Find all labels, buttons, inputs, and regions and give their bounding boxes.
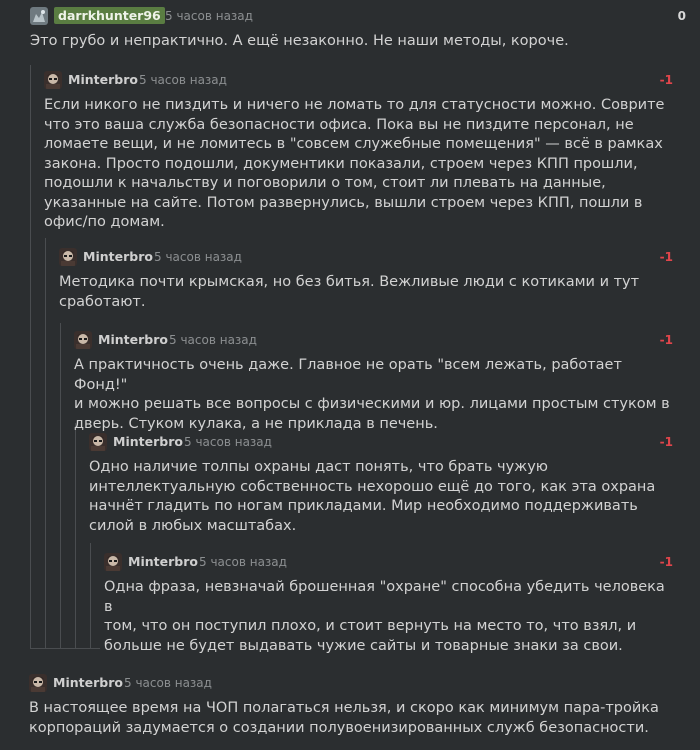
comment-score: -1 [659, 73, 673, 87]
username[interactable]: Minterbro [128, 554, 198, 569]
comment-time[interactable]: 5 часов назад [154, 250, 242, 264]
comment-header [29, 673, 685, 693]
comment-header [30, 6, 686, 26]
comment [30, 6, 686, 52]
avatar[interactable] [74, 331, 92, 349]
comment-time[interactable]: 5 часов назад [169, 333, 257, 347]
comment-header [104, 552, 673, 572]
comment-text: Методика почти крымская, но без битья. Вежливые люди с котиками и тут сработают. [59, 274, 640, 310]
avatar[interactable] [59, 248, 77, 266]
username[interactable]: Minterbro [83, 249, 153, 264]
comment-text: Одно наличие толпы охраны даст понять, что брать чужую интеллектуальную собственность нехорошо ещё до того, как эта охрана начнёт гладить по ногам прикладами. Мир необходимо поддерживать силой в любых масштабах. [89, 459, 656, 534]
comment-text: Если никого не пиздить и ничего не ломать то для статусности можно. Соврите что это ваша служба безопасности офиса. Пока вы не пиздите персонал, не ломаете вещи, и не ломитесь в "совсем служебные помещения" — всё в рамках закона. Просто подошли, документики показали, строем через КПП прошли, подошли к начальству и поговорили о том, стоит ли плевать на данные, указанные на сайте. Потом развернулись, вышли строем через КПП, пошли в офис/по домам. [44, 97, 665, 230]
comment-text: Это грубо и непрактично. А ещё незаконно. Не наши методы, короче. [30, 33, 569, 49]
comment-score: -1 [659, 555, 673, 569]
comment-score: -1 [659, 250, 673, 264]
thread-line-level-3 [60, 323, 61, 648]
avatar[interactable] [30, 7, 48, 25]
username[interactable]: darrkhunter96 [54, 7, 165, 24]
username[interactable]: Minterbro [113, 434, 183, 449]
comment [104, 552, 673, 656]
username[interactable]: Minterbro [68, 72, 138, 87]
comment-header [44, 70, 673, 90]
avatar[interactable] [44, 71, 62, 89]
comment-score: 0 [677, 9, 686, 23]
thread-line-level-1 [30, 65, 31, 648]
comment-time[interactable]: 5 часов назад [199, 555, 287, 569]
avatar[interactable] [89, 433, 107, 451]
comment-time[interactable]: 5 часов назад [124, 676, 212, 690]
thread-line-level-2 [45, 238, 46, 648]
thread-line-level-4 [75, 423, 76, 648]
comment [74, 330, 673, 434]
comment [29, 673, 685, 738]
username[interactable]: Minterbro [98, 332, 168, 347]
comment-header [74, 330, 673, 350]
comment-text: В настоящее время на ЧОП полагаться нельзя, и скоро как минимум пара-тройка корпораций задумается о создании полувоенизированных служб безопасности. [29, 700, 659, 736]
comment [44, 70, 673, 233]
comment [59, 247, 673, 312]
username[interactable]: Minterbro [53, 675, 123, 690]
comment-time[interactable]: 5 часов назад [184, 435, 272, 449]
comment-score: -1 [659, 333, 673, 347]
comment-header [59, 247, 673, 267]
avatar[interactable] [29, 674, 47, 692]
avatar[interactable] [104, 553, 122, 571]
comment [89, 432, 673, 536]
comment-text: Одна фраза, невзначай брошенная "охране" способна убедить человека в том, что он поступил плохо, и стоит вернуть на место то, что взял, и больше не будет выдавать чужие сайты и товарные знаки за свои. [104, 579, 665, 654]
comment-time[interactable]: 5 часов назад [165, 9, 253, 23]
thread-line-level-5 [90, 543, 91, 648]
comment-score: -1 [659, 435, 673, 449]
thread-end-divider [30, 648, 100, 649]
comment-time[interactable]: 5 часов назад [139, 73, 227, 87]
comment-text: А практичность очень даже. Главное не орать "всем лежать, работает Фонд!" и можно решать все вопросы с физическими и юр. лицами простым стуком в дверь. Стуком кулака, а не приклада в печень. [74, 357, 670, 432]
comment-header [89, 432, 673, 452]
